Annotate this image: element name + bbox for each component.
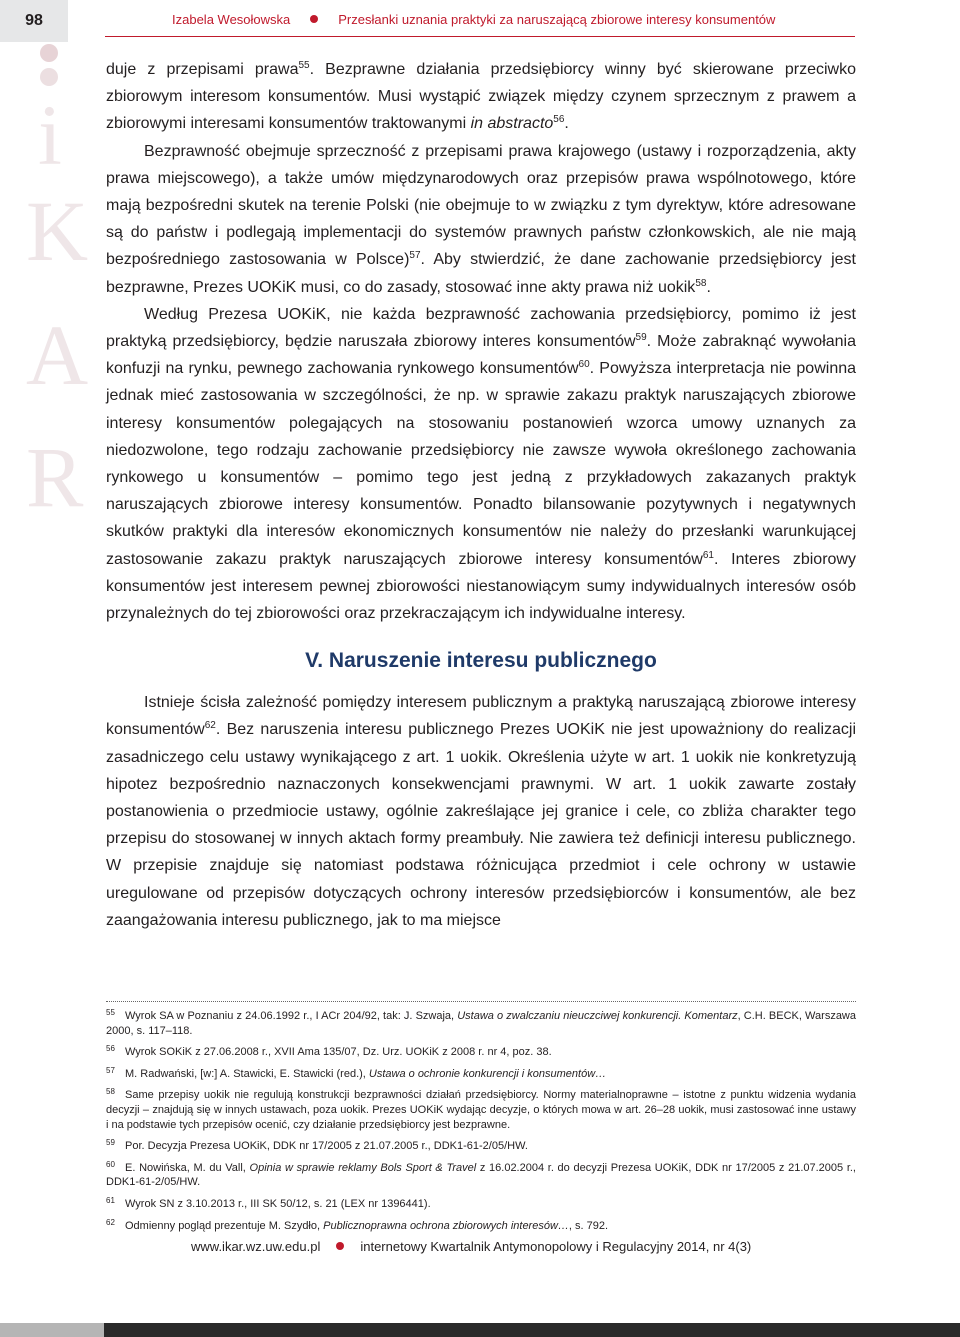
footnotes	[106, 1006, 856, 1237]
separator-dot-icon	[336, 1242, 344, 1250]
page-footer	[191, 1239, 751, 1254]
footnote-ref[interactable]: 62	[204, 720, 216, 732]
footnote-ref[interactable]: 60	[578, 359, 590, 371]
logo-letter-a: A	[26, 307, 89, 403]
header-author: Izabela Wesołowska	[172, 12, 291, 27]
footnote-ref[interactable]: 56	[553, 114, 565, 126]
logo-dot-icon	[40, 68, 58, 86]
footnote-ref[interactable]: 58	[695, 277, 707, 289]
footnote: 62 Odmienny pogląd prezentuje M. Szydło, Publicznoprawna ochrona zbiorowych interesów…, s. 792.	[106, 1217, 609, 1232]
paragraph: Istnieje ścisła zależność pomiędzy interesem publicznym a praktyką naruszającą zbiorowe interesy konsumentów$^{62}$. Bez naruszenia interesu publicznego Prezes UOKiK nie jest upoważniony do realizacji zasadniczego celu ustawy wynikającego z art. 1 uokik. Określenia użyte w art. 1 uokik nie konkretyzują hipotez bezpośrednio naznaczonych konsekwencjami prawnymi. W art. 1 uokik zawarte zostały postanowienia o przedmiocie ustawy, ogólnie zakreślające jej granice i cele, co zbliża charakter tego przepisu do stosowanej w innych aktach formy preambuły. Nie zawiera też definicji interesu publicznego. W przepisie znajduje się natomiast podstawa różnicująca przedmiot i cele ochrony w ustawie uregulowane od przepisów dotyczących ochrony interesów przedsiębiorców i konsumentów, ale bez zaangażowania interesu publicznego, jak to ma miejsce	[106, 694, 856, 929]
running-header	[172, 12, 775, 27]
section-heading: V. Naruszenie interesu publicznego	[305, 649, 657, 673]
footnote-ref[interactable]: 59	[635, 332, 647, 344]
footnote: 56 Wyrok SOKiK z 27.06.2008 r., XVII Ama 135/07, Dz. Urz. UOKiK z 2008 r. nr 4, poz. 38.	[106, 1044, 552, 1059]
paragraph: Według Prezesa UOKiK, nie każda bezprawność zachowania przedsiębiorcy, pomimo iż jest praktyką przedsiębiorcy, będzie naruszała zbiorowy interes konsumentów$^{59}$. Może zabraknąć wywołania konfuzji na rynku, pewnego zachowania rynkowego konsumentów$^{60}$. Powyższa interpretacja nie powinna jednak mieć zastosowania w szczególności, że np. w sprawie zakazu praktyk naruszających zbiorowe interesy konsumentów polegających na stosowaniu postanowień wzorca umowy uznanych za niedozwolone, tego rodzaju zachowanie przedsiębiorcy nie zawsze wywoła określonego zachowania rynkowego u konsumentów – pomimo tego jest jedną z przykładowych zakazanych praktyk naruszających zbiorowe interesy konsumentów. Ponadto bilansowanie pozytywnych i negatywnych skutków praktyki dla interesów ekonomicznych konsumentów nie należy do przesłanki warunkującej zastosowanie zakazu praktyk naruszających zbiorowe interesy konsumentów$^{61}$. Interes zbiorowy konsumentów jest interesem pewnej zbiorowości niestanowiącym sumy indywidualnych interesów osób przynależnych do tej zbiorowości oraz przekraczającym ich indywidualne interesy.	[106, 305, 857, 623]
footnote: 59 Por. Decyzja Prezesa UOKiK, DDK nr 17/2005 z 21.07.2005 r., DDK1-61-2/05/HW.	[106, 1138, 528, 1153]
footnote-ref[interactable]: 61	[702, 549, 714, 561]
logo-letter-i: i	[38, 87, 62, 183]
paragraph: Bezprawność obejmuje sprzeczność z przepisami prawa krajowego (ustawy i rozporządzenia, akty prawa miejscowego), a także umów międzynarodowych oraz przepisów prawa wspólnotowego, które mają bezpośredni skutek na terenie Polski (nie obejmuje to w związku z tym dyrektyw, które adresowane są do państw i podlegają implementacji do systemów prawnych państw członkowskich, ale nie mają bezpośredniego zastosowania w Polsce)$^{57}$. Aby stwierdzić, że dane zachowanie przedsiębiorcy jest bezprawne, Prezes UOKiK musi, co do zasady, stosować inne akty prawa niż uokik$^{58}$.	[106, 142, 856, 296]
footer-url-link[interactable]: www.ikar.wz.uw.edu.pl	[191, 1239, 321, 1254]
header-rule	[105, 36, 855, 37]
footnote: 57 M. Radwański, [w:] A. Stawicki, E. Stawicki (red.), Ustawa o ochronie konkurencji i konsumentów…	[106, 1065, 607, 1080]
paragraph: duje z przepisami prawa$^{55}$. Bezprawne działania przedsiębiorcy winny być skierowane przeciwko zbiorowym interesom konsumentów. Musi wystąpić związek między czynem sprzecznym z prawem a zbiorowymi interesami konsumentów traktowanymi in abstracto$^{56}$.	[106, 60, 856, 133]
bottom-band-left	[0, 1323, 104, 1337]
logo-dot-icon	[40, 44, 58, 62]
footnote: 60 E. Nowińska, M. du Vall, Opinia w sprawie reklamy Bols Sport & Travel z 16.02.2004 r. do decyzji Prezesa UOKiK, DDK nr 17/2005 z 21.07.2005 r., DDK1-61-2/05/HW.	[106, 1159, 856, 1189]
footnote: 55 Wyrok SA w Poznaniu z 24.06.1992 r., I ACr 204/92, tak: J. Szwaja, Ustawa o zwalczaniu nieuczciwej konkurencji. Komentarz, C.H. BECK, Warszawa 2000, s. 117–118.	[106, 1008, 856, 1037]
footnote-ref[interactable]: 55	[298, 60, 310, 71]
main-text	[106, 56, 856, 934]
logo-letter-r: R	[26, 429, 84, 525]
footer-journal: internetowy Kwartalnik Antymonopolowy i Regulacyjny 2014, nr 4(3)	[360, 1239, 752, 1254]
footnote-separator	[106, 1001, 856, 1002]
separator-dot-icon	[310, 15, 318, 23]
bottom-band	[0, 1323, 960, 1337]
ikar-side-logo	[18, 40, 98, 540]
footnote: 58 Same przepisy uokik nie regulują konstrukcji bezprawności działań przedsiębiorcy. Normy materialnoprawne – istotne z punktu widzenia wydania decyzji – znajdują się w innych ustawach, poza uokik. Prezes UOKiK wydając decyzje, o których mowa w art. 26–28 uokik, musi zastosować inne ustawy i na podstawie tych przepisów ocenić, czy działanie przedsiębiorcy jest bezprawne.	[106, 1087, 856, 1131]
page-number: 98	[0, 0, 68, 42]
footnote-ref[interactable]: 57	[409, 250, 421, 262]
logo-letter-k: K	[26, 183, 89, 279]
footnote: 61 Wyrok SN z 3.10.2013 r., III SK 50/12, s. 21 (LEX nr 1396441).	[106, 1195, 431, 1210]
header-title: Przesłanki uznania praktyki za naruszającą zbiorowe interesy konsumentów	[338, 12, 776, 27]
